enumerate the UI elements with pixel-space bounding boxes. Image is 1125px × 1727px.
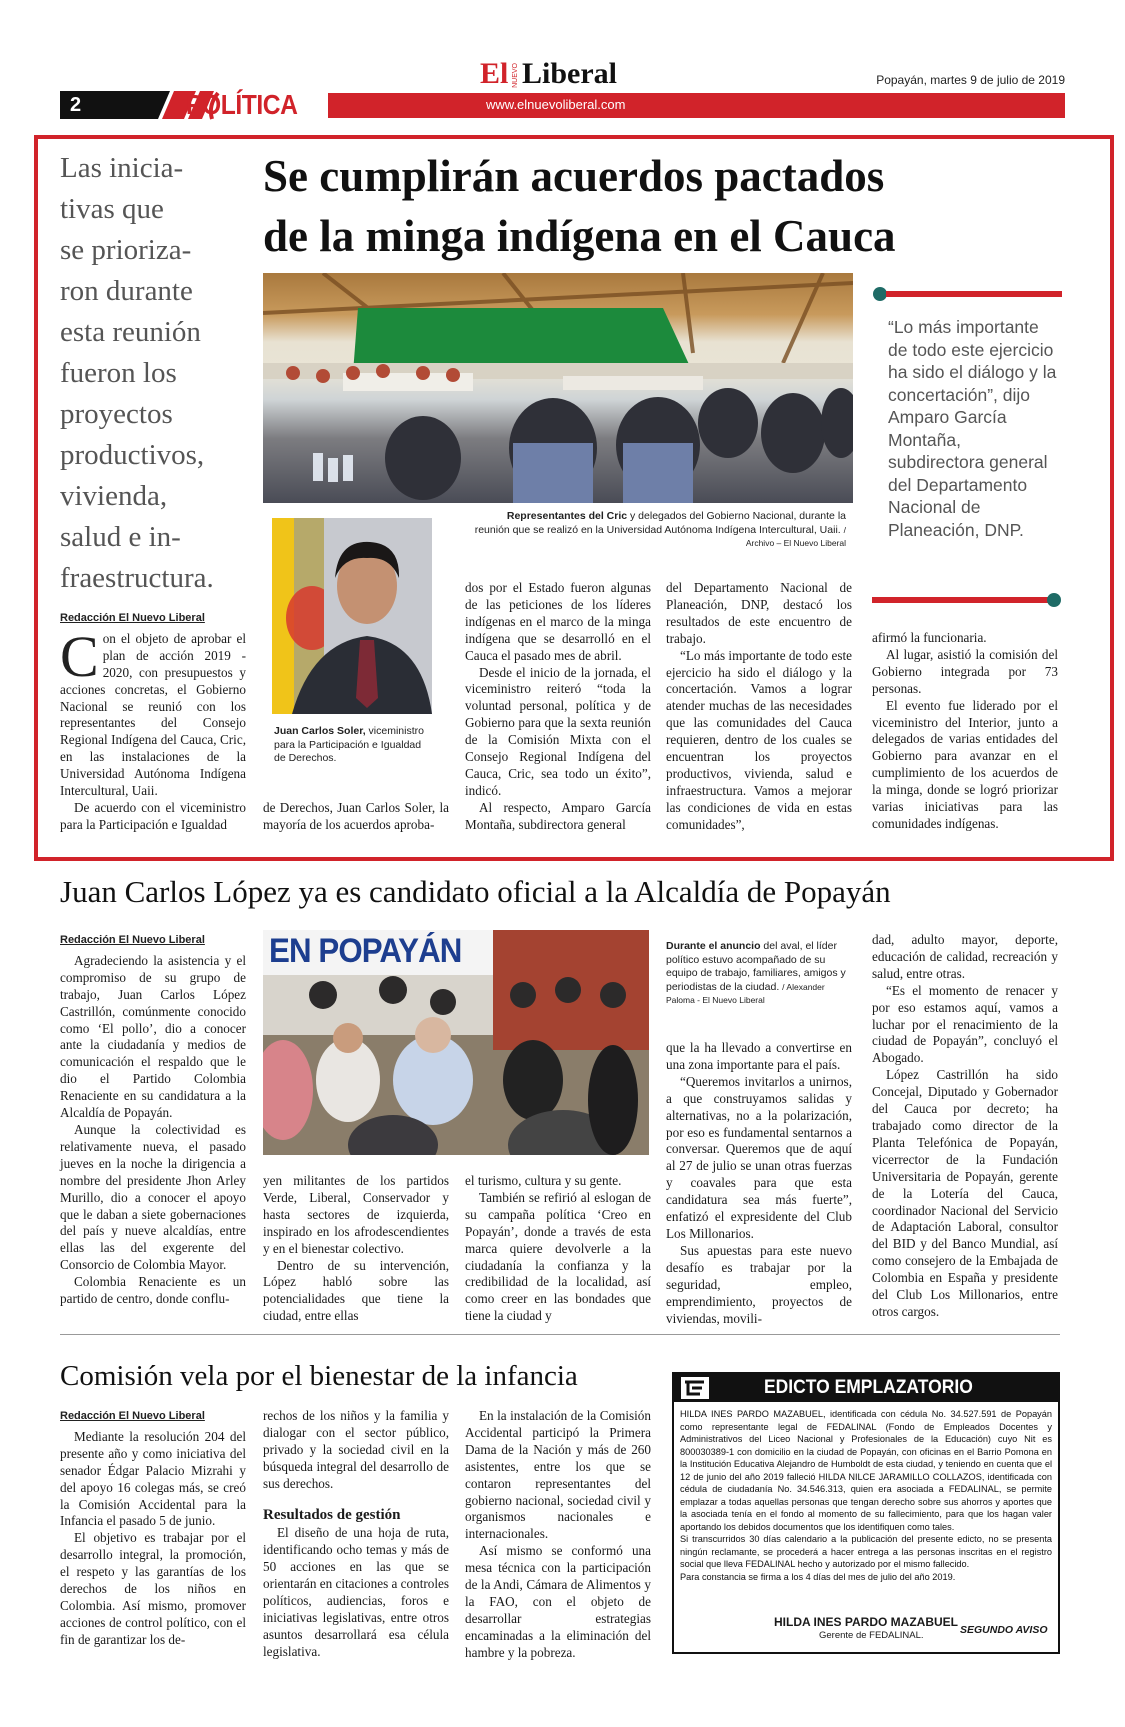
sidebar-line: esta reunión	[60, 316, 201, 348]
campaign-photo	[263, 930, 649, 1155]
article1-column-4	[666, 580, 852, 834]
legal-notice-signer: HILDA INES PARDO MAZABUEL	[774, 1615, 958, 1629]
article3-subhead: Resultados de gestión	[263, 1506, 401, 1523]
photo-credit: / Alexander Paloma - El Nuevo Liberal	[666, 981, 825, 1005]
paragraph: Al lugar, asistió la comisión del Gobierno integrada por 73 personas.	[872, 646, 1058, 696]
sidebar-line: productivos,	[60, 439, 205, 471]
paragraph: Así mismo se conformó una mesa técnica con la participación de la Andi, Cámara de Alimentos y la FAO, con el objeto de desarrollar estrategias encaminadas a la eliminación del hambre y la pobreza.	[465, 1543, 651, 1660]
paragraph: El diseño de una hoja de ruta, identificando ocho temas y más de 50 acciones en las que se orientarán en citaciones a controles políticos, audiencias, foros e iniciativas legislativas, entre otros asuntos desarrollará esa célula legislativa.	[263, 1525, 450, 1659]
paragraph: Sus apuestas para este nuevo desafío es trabajar por la seguridad, empleo, emprendimiento, proyectos de viviendas, movili-	[666, 1242, 852, 1326]
article2-column-1	[60, 932, 246, 1308]
sidebar-line: fraestructura.	[60, 562, 214, 594]
legal-notice-paragraph: Para constancia se firma a los 4 días del mes de julio del año 2019.	[680, 1571, 956, 1582]
paragraph: dos por el Estado fueron algunas de las peticiones de los líderes indígenas en el marco de la minga indígena que se desarrolló en el Cauca el pasado mes de abril.	[465, 580, 651, 663]
sidebar-line: tivas que	[60, 193, 164, 225]
section-divider	[60, 1334, 1060, 1335]
quote-bottom-rule-icon	[872, 592, 1062, 608]
article3-byline: Redacción El Nuevo Liberal	[60, 1410, 205, 1422]
paragraph: También se refirió al eslogan de su campaña política ‘Creo en Popayán’, donde a través de esta marca quiere devolverle a la ciudadanía la confianza y la credibilidad de la localidad, así como creer en las bondades que tiene la ciudad y	[465, 1189, 651, 1324]
meeting-photo-illustration	[263, 273, 853, 503]
article2-column-5	[872, 932, 1058, 1321]
portrait-caption	[274, 725, 434, 766]
article3-column-3	[465, 1408, 651, 1662]
paragraph: rechos de los niños y la familia y dialogar con el sector público, privado y la sociedad civil en la búsqueda integral del desarrollo de sus derechos.	[263, 1408, 449, 1491]
sidebar-line: fueron los	[60, 357, 177, 389]
article1-sidebar-lead	[60, 148, 260, 599]
campaign-banner-text: EN POPAYÁN	[269, 932, 462, 970]
article3-column-2	[263, 1408, 449, 1661]
paragraph: López Castrillón ha sido Concejal, Diputado y Gobernador del Cauca por decreto; ha trabajado como director de la Planta Telefónica de Popayán, vicerrector de la Fundación Universitaria de Popayán, gerente de la Lotería del Cauca, coordinador Nacional del Servicio de Adaptación Laboral, consultor del BID y del Banco Mundial, así como consejero de la Embajada de Colombia en España y presidente del Club Los Millonarios, entre otros cargos.	[872, 1067, 1058, 1319]
paragraph: de Derechos, Juan Carlos Soler, la mayoría de los acuerdos aproba-	[263, 800, 449, 832]
caption-lead: Durante el anuncio	[666, 940, 761, 952]
article2-column-2	[263, 1173, 449, 1325]
article1-column-1	[60, 610, 246, 834]
article1-byline: Redacción El Nuevo Liberal	[60, 612, 205, 624]
caption-text: y delegados del Gobierno Nacional, durante la reunión que se realizó en la Universidad Autónoma Indígena Intercultural, Uaii.	[474, 510, 846, 536]
paragraph: que la ha llevado a convertirse en una zona importante para el país.	[666, 1040, 852, 1072]
sidebar-line: ron durante	[60, 275, 193, 307]
paragraph: del Departamento Nacional de Planeación, DNP, destacó los resultados de este encuentro de trabajo.	[666, 580, 852, 646]
article2-byline: Redacción El Nuevo Liberal	[60, 934, 205, 946]
paragraph: el turismo, cultura y su gente.	[465, 1173, 622, 1188]
paragraph: En la instalación de la Comisión Accidental participó la Primera Dama de la Nación y más de 260 asistentes, entre los que se contaron representantes del gobierno nacional, sociedad civil y organismos nacionales e internacionales.	[465, 1408, 651, 1542]
paragraph: “Es el momento de renacer y por eso estamos aquí, vamos a luchar por el renacimiento de la ciudad de Popayán”, concluyó el Abogado.	[872, 982, 1058, 1066]
article1-headline-line2: de la minga indígena en el Cauca	[263, 211, 896, 261]
drop-cap: C	[60, 623, 99, 689]
issue-date: Popayán, martes 9 de julio de 2019	[876, 73, 1065, 87]
paragraph: El evento fue liderado por el viceministro del Interior, junto a delegados de varias entidades del Gobierno para avanzar en el cumplimiento de los acuerdos de la minga, donde se logró priorizar varias iniciativas para las comunidades indígenas.	[872, 697, 1058, 831]
legal-notice-label: SEGUNDO AVISO	[960, 1624, 1048, 1636]
article1-column-5	[872, 630, 1058, 833]
article2-column-4	[666, 1040, 852, 1327]
legal-notice-body	[680, 1408, 1052, 1583]
paragraph: Colombia Renaciente es un partido de centro, donde conflu-	[60, 1274, 246, 1307]
caption-text: del aval, el líder político estuvo acompañado de su equipo de trabajo, familiares, amigos y periodistas de la ciudad.	[666, 940, 846, 993]
meeting-photo-caption	[472, 510, 846, 551]
paragraph: Mediante la resolución 204 del presente año y como iniciativa del senador Édgar Palacio Mizrahi y del apoyo 16 colegas más, se creó la Comisión Accidental para la Infancia el pasado 5 de junio.	[60, 1428, 246, 1529]
fedalinal-logo-icon	[680, 1376, 710, 1400]
paragraph: Desde el inicio de la jornada, el viceministro reiteró “toda la voluntad personal, política y de Gobierno para que la sexta reunión de la Comisión Mixta con el Consejo Regional Indígena del Cauca, Cric, sea todo un éxito”, indicó.	[465, 664, 651, 798]
article2-column-3	[465, 1173, 651, 1325]
quote-text: “Lo más importante de todo este ejercicio ha sido el diálogo y la concertación”, dijo Amparo García Montaña, subdirectora general del Departamento Nacional de Planeación, DNP.	[888, 317, 1057, 540]
article1-column-2	[263, 800, 449, 834]
paragraph: yen militantes de los partidos Verde, Liberal, Conservador y hasta sectores de izquierda, inspirado en los afrodescendientes y en el bienestar colectivo.	[263, 1173, 449, 1256]
article1-headline	[263, 146, 983, 266]
paragraph: dad, adulto mayor, deporte, educación de calidad, recreación y salud, entre otras.	[872, 932, 1058, 981]
sidebar-line: proyectos	[60, 398, 173, 430]
paragraph: Al respecto, Amparo García Montaña, subdirectora general	[465, 799, 651, 832]
masthead-el: El	[480, 57, 509, 90]
article1-column-3	[465, 580, 651, 834]
paragraph: afirmó la funcionaria.	[872, 630, 987, 645]
paragraph: Aunque la colectividad es relativamente nueva, el pasado jueves en la noche la dirigencia a nombre del presidente Jhon Arley Murillo, dio a conocer el apoyo que le daban a siete gobernaciones del país y nueve alcaldías, entre ellas las del exgerente del Consorcio de Colombia Mayor.	[60, 1121, 246, 1273]
masthead-liberal: Liberal	[522, 57, 617, 90]
paragraph: De acuerdo con el viceministro para la Participación e Igualdad	[60, 799, 246, 832]
meeting-photo	[263, 273, 853, 503]
legal-notice-paragraph: HILDA INES PARDO MAZABUEL, identificada con cédula No. 34.527.591 de Popayán como representante legal de FEDALINAL (Fondo de Empleados Docentes y Administrativos del Liceo Nacional y Profesionales de la Educación) cuyo Nit es 800030389-1 con domicilio en la ciudad de Popayán, con oficinas en el Barrio Pomona en la Institución Educativa Alejandro de Humboldt de esta ciudad, y teniendo en cuenta que el 12 de junio del año 2019 falleció HILDA NILCE JARAMILLO COLLAZOS, identificada con cédula de ciudadanía No. 34.546.313, quien era asociada a FEDALINAL, se permite emplazar a todas aquellas personas que tengan derecho sobre sus ahorros y aportes que la asociada tenía en el fondo al momento de su fallecimiento, para que los hagan valer aportando los debidos documentos que los identifiquen como tales.	[680, 1409, 1052, 1532]
paragraph: Dentro de su intervención, López habló sobre las potencialidades que tiene la ciudad, entre ellas	[263, 1257, 449, 1324]
masthead-nuevo: NUEVO	[512, 63, 519, 88]
portrait-caption-lead: Juan Carlos Soler,	[274, 725, 366, 737]
legal-notice-title: EDICTO EMPLAZATORIO	[764, 1377, 973, 1398]
masthead-logo	[480, 57, 660, 93]
page-number: 2	[60, 91, 122, 119]
sidebar-line: salud e in-	[60, 521, 181, 553]
legal-notice-signer-role: Gerente de FEDALINAL.	[819, 1630, 924, 1641]
legal-notice-paragraph: Si transcurridos 30 días calendario a la publicación del presente edicto, no se presenta ningún reclamante, se procederá a hacer entrega a las personas inscritas en el registro social que lleva FEDALINAL hecho y autorizado por el mismo fallecido.	[680, 1534, 1052, 1569]
section-title: POLÍTICA	[186, 89, 298, 120]
caption-lead: Representantes del Cric	[506, 510, 628, 522]
sidebar-line: se prioriza-	[60, 234, 192, 266]
portrait-illustration	[272, 518, 432, 714]
sidebar-line: Las inicia-	[60, 152, 184, 184]
article3-headline: Comisión vela por el bienestar de la infancia	[60, 1360, 578, 1392]
site-url[interactable]: www.elnuevoliberal.com	[486, 97, 626, 112]
legal-notice-box	[672, 1372, 1060, 1654]
legal-notice-header	[674, 1374, 1058, 1402]
section-bar	[328, 93, 1065, 118]
paragraph: on el objeto de aprobar el plan de acción 2019 - 2020, con presupuestos y acciones concretas, el Gobierno Nacional se reunió con los representantes del Consejo Regional Indígena del Cauca, Cric, en las instalaciones de la Universidad Autónoma Indígena Intercultural, Uaii.	[60, 630, 246, 799]
sidebar-line: vivienda,	[60, 480, 168, 512]
photo-credit: / Archivo – El Nuevo Liberal	[745, 524, 846, 548]
article3-column-1	[60, 1408, 246, 1649]
quote-top-rule-icon	[872, 286, 1062, 302]
paragraph: “Queremos invitarlos a unirnos, a que construyamos salidas y alternativas, no a la polarización, por eso es fundamental sentarnos a conversar. Queremos que de aquí al 27 de julio se unan otras fuerzas y coavales para que esta candidatura sea más fuerte”, enfatizó el expresidente del Club Los Millonarios.	[666, 1073, 852, 1241]
page-header	[60, 55, 1065, 125]
campaign-photo-caption	[666, 940, 852, 1008]
article2-headline: Juan Carlos López ya es candidato oficial a la Alcaldía de Popayán	[60, 874, 891, 909]
portrait-caption-text: viceministro para la Participación e Igualdad de Derechos.	[274, 725, 424, 764]
paragraph: Agradeciendo la asistencia y el compromiso de su grupo de trabajo, Juan Carlos López Castrillón, comúnmente conocido como ‘El pollo’, dio a conocer ante la ciudadanía y medios de comunicación el respaldo que le dio el Partido Colombia Renaciente en su candidatura a la Alcaldía de Popayán.	[60, 952, 246, 1121]
paragraph: El objetivo es trabajar por el desarrollo integral, la promoción, el respeto y las garantías de los derechos de los niños en Colombia. Así mismo, promover acciones de control político, con el fin de garantizar los de-	[60, 1530, 246, 1647]
paragraph: “Lo más importante de todo este ejercicio ha sido el diálogo y la concertación. Vamos a lograr atender muchas de las necesidades que las comunidades del Cauca requieren, dentro de los cuales se encuentran los proyectos productivos, vivienda, salud e infraestructura. Vamos a mejorar las condiciones de vida en estas comunidades”,	[666, 647, 852, 832]
portrait-photo	[272, 518, 432, 714]
pull-quote	[872, 286, 1062, 614]
article1-headline-line1: Se cumplirán acuerdos pactados	[263, 151, 885, 201]
